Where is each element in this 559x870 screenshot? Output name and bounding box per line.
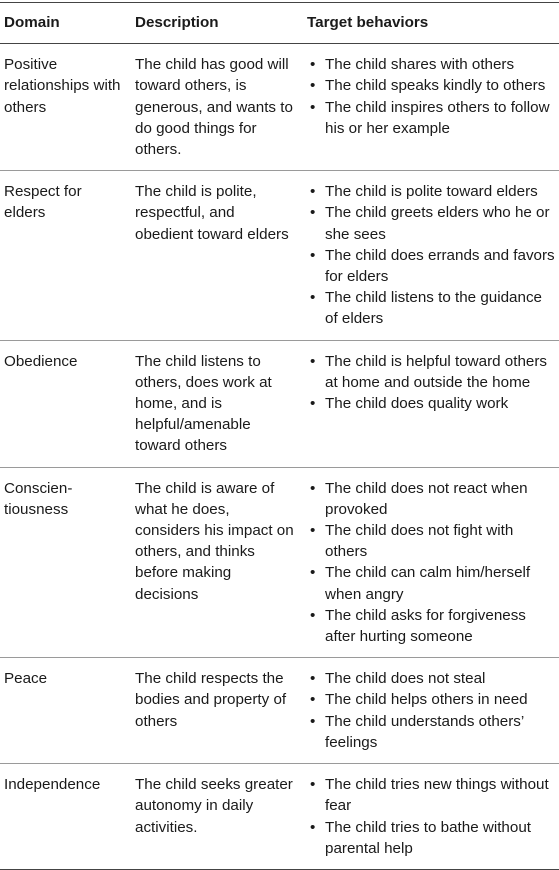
behavior-list: [307, 181, 557, 329]
header-domain: Domain: [4, 14, 60, 31]
domain-cell: Peace: [4, 670, 48, 688]
bullet-icon: •: [310, 352, 316, 370]
behavior-item: [307, 605, 557, 647]
table-row: [0, 658, 559, 764]
behavior-text: The child does not fight with others: [325, 522, 514, 561]
behavior-item: [307, 478, 557, 520]
description-cell: The child seeks greater autonomy in daily activities.: [135, 776, 293, 836]
behavior-item: [307, 774, 557, 816]
behavior-text: The child speaks kindly to others: [325, 77, 546, 95]
domain-cell: Obedience: [4, 352, 78, 370]
domain-cell: Positive relationships with others: [4, 56, 121, 116]
description-cell: The child is aware of what he does, considers his impact on others, and thinks before making decisions: [135, 479, 294, 603]
behavior-list: [307, 478, 557, 648]
behavior-text: The child shares with others: [325, 56, 515, 74]
behavior-text: The child helps others in need: [325, 691, 528, 709]
behavior-item: [307, 245, 557, 287]
domains-table: [0, 2, 559, 870]
domain-cell: Conscien-tiousness: [4, 479, 73, 518]
behavior-text: The child listens to the guidance of elders: [325, 289, 542, 328]
header-target-behaviors: Target behaviors: [307, 14, 429, 31]
behavior-text: The child asks for forgiveness after hurting someone: [325, 606, 526, 646]
behavior-text: The child does not steal: [325, 670, 486, 688]
target-behaviors-cell: [305, 764, 559, 870]
target-behaviors-cell: [305, 44, 559, 171]
table-body: [0, 44, 559, 870]
behavior-item: [307, 202, 557, 244]
bullet-icon: •: [310, 606, 316, 624]
bullet-icon: •: [310, 691, 316, 709]
behavior-item: [307, 562, 557, 604]
target-behaviors-cell: [305, 658, 559, 764]
behavior-list: [307, 351, 557, 415]
bullet-icon: •: [310, 77, 316, 95]
description-cell: The child is polite, respectful, and obedient toward elders: [135, 183, 289, 243]
behavior-item: [307, 711, 557, 753]
behavior-text: The child does errands and favors for elders: [325, 246, 555, 286]
domain-cell: Respect for elders: [4, 183, 82, 222]
description-cell: The child listens to others, does work at home, and is helpful/amenable toward others: [135, 352, 272, 455]
bullet-icon: •: [310, 670, 316, 688]
behavior-list: [307, 774, 557, 859]
behavior-text: The child inspires others to follow his or her example: [325, 98, 550, 137]
bullet-icon: •: [310, 395, 316, 413]
bullet-icon: •: [310, 818, 316, 836]
behavior-item: [307, 689, 557, 710]
behavior-item: [307, 97, 557, 139]
target-behaviors-cell: [305, 171, 559, 340]
target-behaviors-cell: [305, 467, 559, 658]
bullet-icon: •: [310, 246, 316, 264]
bullet-icon: •: [310, 564, 316, 582]
behavior-text: The child tries new things without fear: [325, 776, 549, 815]
behavior-item: [307, 668, 557, 689]
bullet-icon: •: [310, 776, 316, 794]
behavior-item: [307, 75, 557, 96]
behavior-text: The child does quality work: [325, 395, 509, 413]
behavior-text: The child tries to bathe without parental help: [325, 818, 531, 857]
behavior-text: The child is polite toward elders: [325, 183, 538, 201]
behavior-list: [307, 54, 557, 139]
table-row: [0, 171, 559, 340]
behavior-item: [307, 817, 557, 859]
behavior-text: The child greets elders who he or she sees: [325, 204, 550, 243]
behavior-item: [307, 393, 557, 414]
target-behaviors-cell: [305, 340, 559, 467]
bullet-icon: •: [310, 204, 316, 222]
table-row: [0, 44, 559, 171]
behavior-item: [307, 54, 557, 75]
behavior-item: [307, 520, 557, 562]
bullet-icon: •: [310, 712, 316, 730]
table-header-row: [0, 3, 559, 44]
bullet-icon: •: [310, 479, 316, 497]
behavior-text: The child understands others’ feelings: [325, 712, 524, 751]
behavior-item: [307, 351, 557, 393]
header-description: Description: [135, 14, 219, 31]
bullet-icon: •: [310, 98, 316, 116]
bullet-icon: •: [310, 522, 316, 540]
behavior-item: [307, 181, 557, 202]
domain-cell: Independence: [4, 776, 101, 794]
table-row: [0, 764, 559, 870]
bullet-icon: •: [310, 289, 316, 307]
behavior-list: [307, 668, 557, 753]
behavior-text: The child can calm him/herself when angry: [325, 564, 531, 603]
bullet-icon: •: [310, 183, 316, 201]
behavior-text: The child does not react when provoked: [325, 479, 528, 518]
behavior-item: [307, 287, 557, 329]
bullet-icon: •: [310, 56, 316, 74]
behavior-text: The child is helpful toward others at home and outside the home: [325, 352, 548, 391]
table-row: [0, 467, 559, 658]
description-cell: The child respects the bodies and property of others: [135, 670, 287, 730]
table-row: [0, 340, 559, 467]
description-cell: The child has good will toward others, is generous, and wants to do good things for others.: [135, 56, 293, 159]
